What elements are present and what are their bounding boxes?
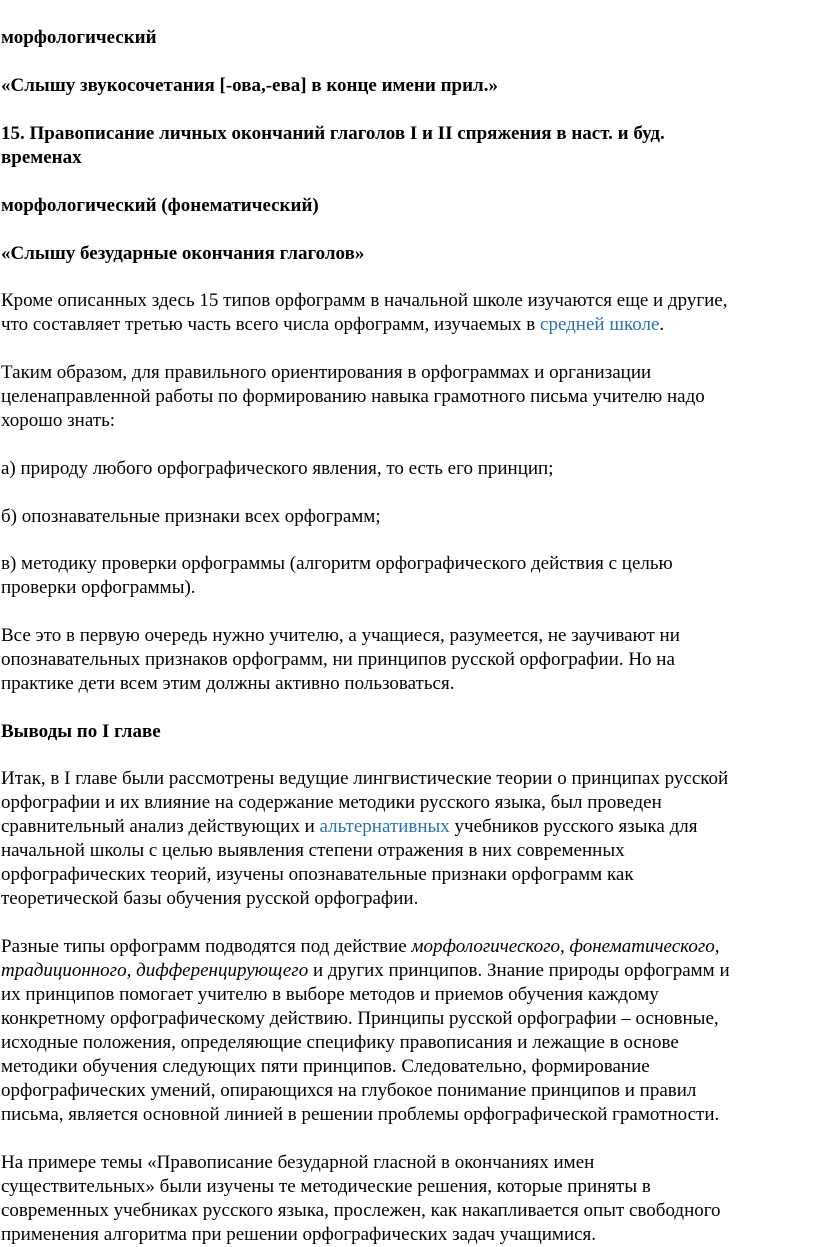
paragraph-all-this: Все это в первую очередь нужно учителю, а учащиеся, разумеется, не заучивают ни опознавательных признаков орфограмм, ни принципов русской орфографии. Но на практике дети всем этим должны активно пользоваться. xyxy=(1,625,680,694)
heading-conclusions: Выводы по I главе xyxy=(1,721,161,742)
link-alternative[interactable]: альтернативных xyxy=(319,816,450,837)
paragraph-principles: Разные типы орфограмм подводятся под действие морфологического, фонематического, традиционного, дифференцирующего и других принципов. Знание природы орфограмм и их принципов помогает учителю в выборе методов и приемов обучения каждому конкретному орфографическому действию. Принципы русской орфографии – основные, исходные положения, определяющие специфику правописания и лежащие в основе методики обучения следующих пяти принципов. Следовательно, формирование орфографических умений, опирающихся на глубокое понимание принципов и правил письма, является основной линией в решении проблемы орфографической грамотности. xyxy=(1,936,730,1125)
paragraph-chapter-summary: Итак, в I главе были рассмотрены ведущие лингвистические теории о принципах русской орфографии и их влияние на содержание методики русского языка, был проведен сравнительный анализ действующих и альтернативных учебников русского языка для начальной школы с целью выявления степени отражения в них современных орфографических теорий, изучены опознавательные признаки орфограмм как теоретической базы обучения русской орфографии. xyxy=(1,768,729,909)
heading-morphological: морфологический xyxy=(1,27,157,48)
list-item-b: б) опознавательные признаки всех орфограмм; xyxy=(1,506,381,527)
heading-morph-phonematic: морфологический (фонематический) xyxy=(1,195,319,216)
list-item-c: в) методику проверки орфограммы (алгоритм орфографического действия с целью проверки орфограммы). xyxy=(1,553,673,598)
heading-15-verb-endings: 15. Правописание личных окончаний глаголов I и II спряжения в наст. и буд. временах xyxy=(1,123,665,168)
paragraph-thus: Таким образом, для правильного ориентирования в орфограммах и организации целенаправленной работы по формированию навыка грамотного письма учителю надо хорошо знать: xyxy=(1,362,705,431)
paragraph-example: На примере темы «Правописание безударной гласной в окончаниях имен существительных» были изучены те методические решения, которые приняты в современных учебниках русского языка, прослежен, как накапливается опыт свободного применения алгоритма при решении орфографических задач учащимися. xyxy=(1,1152,721,1245)
list-item-a: а) природу любого орфографического явления, то есть его принцип; xyxy=(1,458,554,479)
heading-hear-verb-endings: «Слышу безударные окончания глаголов» xyxy=(1,243,365,264)
link-secondary-school[interactable]: средней школе xyxy=(540,314,660,335)
heading-hear-suffixes: «Слышу звукосочетания [-ова,-ева] в конце имени прил.» xyxy=(1,75,498,96)
paragraph-other-orthograms: Кроме описанных здесь 15 типов орфограмм в начальной школе изучаются еще и другие, что составляет третью часть всего числа орфограмм, изучаемых в средней школе. xyxy=(1,290,728,335)
